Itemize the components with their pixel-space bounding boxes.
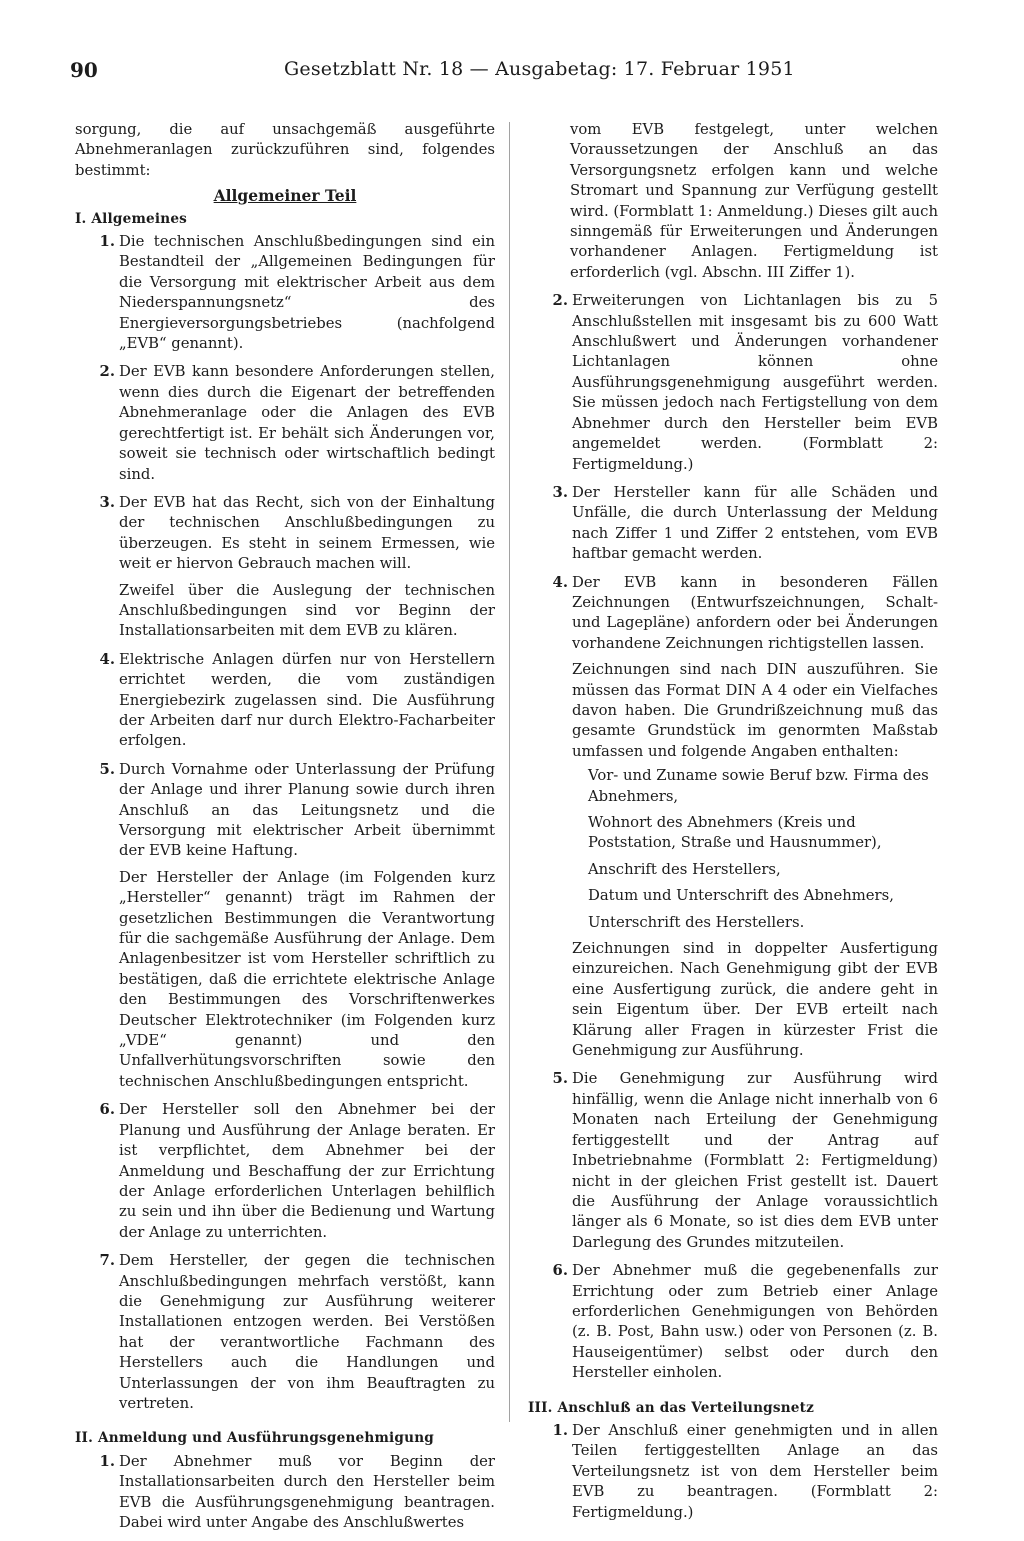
list-item — [528, 1261, 938, 1383]
item-number: 1. — [99, 1452, 115, 1470]
item-text: Dem Hersteller, der gegen die technischen Anschlußbedingungen mehrfach verstößt, kann die Genehmigung zur Ausführung weiterer Installationen entzogen werden. Bei Verstößen hat der verantwortliche Fachmann des Herstellers auch die Handlungen und Unterlassungen der von ihm Beauftragten zu vertreten. — [119, 1252, 495, 1412]
item-number: 1. — [99, 233, 115, 251]
list-item — [75, 760, 495, 1093]
item-number: 6. — [99, 1101, 115, 1119]
section-heading-allgemeines: I. Allgemeines — [75, 210, 188, 227]
section-heading-anmeldung: II. Anmeldung und Ausführungsgenehmigung — [75, 1430, 435, 1447]
item-text: Der Abnehmer muß die gegebenenfalls zur Errichtung oder zum Betrieb einer Anlage erforderlichen Genehmigungen von Behörden (z. B. Post, Bahn usw.) oder von Personen (z. B. Hauseigentümer) selbst oder durch den Hersteller einholen. — [572, 1262, 938, 1382]
list-item — [75, 1452, 495, 1534]
item-text: Der Hersteller soll den Abnehmer bei der Planung und Ausführung der Anlage beraten. Er ist verpflichtet, dem Abnehmer bei der Anmeldung und Beschaffung der zur Errichtung der Anlage erforderlichen Unterlagen behilflich zu sein und ihn über die Bedienung und Wartung der Anlage zu unterrichten. — [119, 1101, 495, 1241]
list-item — [75, 1251, 495, 1414]
list-item — [528, 1421, 938, 1523]
item-text: Die Genehmigung zur Ausführung wird hinfällig, wenn die Anlage nicht innerhalb von 6 Monaten nach Erteilung der Genehmigung fertiggestellt und der Antrag auf Inbetriebnahme (Formblatt 2: Fertigmeldung) nicht in der gleichen Frist gestellt ist. Dauert die Ausführung der Anlage voraussichtlich länger als 6 Monate, so ist dies dem EVB unter Darlegung des Grundes mitzuteilen. — [572, 1070, 938, 1251]
list-item — [528, 1069, 938, 1253]
running-title: Gesetzblatt Nr. 18 — Ausgabetag: 17. Februar 1951 — [284, 58, 795, 80]
item-number: 3. — [552, 483, 568, 501]
required-detail: Wohnort des Abnehmers (Kreis und Poststation, Straße und Hausnummer), — [588, 814, 882, 852]
item-number: 2. — [552, 292, 568, 310]
right-column — [528, 120, 938, 1531]
item-number: 4. — [552, 573, 568, 591]
item-number: 2. — [99, 363, 115, 381]
item-text-continued: Zeichnungen sind in doppelter Ausfertigung einzureichen. Nach Genehmigung gibt der EVB eine Ausfertigung zurück, die andere geht in sein Eigentum über. Der EVB erteilt nach Klärung aller Fragen in kürzester Frist die Genehmigung zur Ausführung. — [572, 940, 938, 1060]
continued-paragraph: vom EVB festgelegt, unter welchen Voraussetzungen der Anschluß an das Versorgungsnetz erfolgen kann und welche Stromart und Spannung zur Verfügung gestellt wird. (Formblatt 1: Anmeldung.) Dieses gilt auch sinngemäß für Erweiterungen und Änderungen vorhandener Anlagen. Fertigmeldung ist erforderlich (vgl. Abschn. III Ziffer 1). — [570, 121, 938, 281]
item-number: 7. — [99, 1252, 115, 1270]
required-detail: Vor- und Zuname sowie Beruf bzw. Firma des Abnehmers, — [588, 767, 929, 805]
item-number: 1. — [552, 1421, 568, 1439]
item-number: 5. — [99, 760, 115, 778]
item-number: 3. — [99, 493, 115, 511]
page-number: 90 — [70, 58, 98, 82]
intro-paragraph: sorgung, die auf unsachgemäß ausgeführte Abnehmeranlagen zurückzuführen sind, folgendes bestimmt: — [75, 121, 495, 179]
column-divider — [509, 122, 510, 1422]
item-text-continued: Der Hersteller der Anlage (im Folgenden kurz „Hersteller“ genannt) trägt im Rahmen der gesetzlichen Bestimmungen die Verantwortung für die sachgemäße Ausführung der Anlage. Dem Anlagenbesitzer ist vom Hersteller schriftlich zu bestätigen, daß die errichtete elektrische Anlage den Bestimmungen des Vorschriftenwerkes Deutscher Elektrotechniker (im Folgenden kurz „VDE“ genannt) und den Unfallverhütungsvorschriften sowie den technischen Anschlußbedingungen entspricht. — [119, 868, 495, 1090]
required-detail: Anschrift des Herstellers, — [588, 860, 781, 878]
required-details-list — [588, 766, 938, 933]
item-text: Der EVB kann besondere Anforderungen stellen, wenn dies durch die Eigenart der betreffenden Abnehmeranlage oder die Anlagen des EVB gerechtfertigt ist. Er behält sich Änderungen vor, soweit sie technisch oder wirtschaftlich bedingt sind. — [119, 363, 495, 483]
list-item — [75, 650, 495, 752]
item-text: Elektrische Anlagen dürfen nur von Herstellern errichtet werden, die vom zuständigen Energiebezirk zugelassen sind. Die Ausführung der Arbeiten darf nur durch Elektro-Facharbeiter erfolgen. — [119, 650, 495, 750]
item-number: 4. — [99, 650, 115, 668]
required-detail: Datum und Unterschrift des Abnehmers, — [588, 887, 894, 905]
item-text: Der EVB kann in besonderen Fällen Zeichnungen (Entwurfszeichnungen, Schalt- und Lagepläne) anfordern oder bei Änderungen vorhandene Zeichnungen richtigstellen lassen. — [572, 573, 938, 652]
item-text: Der Anschluß einer genehmigten und in allen Teilen fertiggestellten Anlage an das Verteilungsnetz ist von dem Hersteller beim EVB zu beantragen. (Formblatt 2: Fertigmeldung.) — [572, 1421, 938, 1521]
item-text: Durch Vornahme oder Unterlassung der Prüfung der Anlage und ihrer Planung sowie durch ihren Anschluß an das Leitungsnetz und die Versorgung mit elektrischer Arbeit übernimmt der EVB keine Haftung. — [119, 760, 495, 860]
list-item — [75, 362, 495, 484]
item-text: Erweiterungen von Lichtanlagen bis zu 5 Anschlußstellen mit insgesamt bis zu 600 Watt Anschlußwert und Änderungen vorhandener Lichtanlagen können ohne Ausführungsgenehmigung ausgeführt werden. Sie müssen jedoch nach Fertigstellung von dem Abnehmer durch den Hersteller beim EVB angemeldet werden. (Formblatt 2: Fertigmeldung.) — [572, 292, 938, 473]
list-item — [75, 232, 495, 354]
list-item — [528, 291, 938, 475]
item-text: Der EVB hat das Recht, sich von der Einhaltung der technischen Anschlußbedingungen zu überzeugen. Es steht in seinem Ermessen, wie weit er hiervon Gebrauch machen will. — [119, 493, 495, 573]
item-text: Die technischen Anschlußbedingungen sind ein Bestandteil der „Allgemeinen Bedingungen für die Versorgung mit elektrischer Arbeit aus dem Niederspannungsnetz“ des Energieversorgungsbetriebes (nachfolgend „EVB“ genannt). — [119, 233, 495, 353]
part-heading: Allgemeiner Teil — [213, 186, 357, 206]
item-text-continued: Zeichnungen sind nach DIN auszuführen. Sie müssen das Format DIN A 4 oder ein Vielfaches davon haben. Die Grundrißzeichnung muß das gesamte Grundstück im genormten Maßstab umfassen und folgende Angaben enthalten: — [572, 661, 938, 760]
item-number: 6. — [552, 1262, 568, 1280]
item-text: Der Abnehmer muß vor Beginn der Installationsarbeiten durch den Hersteller beim EVB die Ausführungsgenehmigung beantragen. Dabei wird unter Angabe des Anschlußwertes — [119, 1452, 495, 1531]
list-item — [75, 1100, 495, 1243]
left-column — [75, 120, 495, 1541]
item-text-continued: Zweifel über die Auslegung der technischen Anschlußbedingungen sind vor Beginn der Installationsarbeiten mit dem EVB zu klären. — [119, 581, 495, 640]
list-item — [528, 483, 938, 565]
item-number: 5. — [552, 1070, 568, 1088]
section-heading-anschluss: III. Anschluß an das Verteilungsnetz — [528, 1399, 815, 1416]
item-text: Der Hersteller kann für alle Schäden und Unfälle, die durch Unterlassung der Meldung nach Ziffer 1 und Ziffer 2 entstehen, vom EVB haftbar gemacht werden. — [572, 483, 938, 563]
page-header — [64, 58, 964, 88]
list-item — [75, 493, 495, 642]
list-item — [528, 573, 938, 1062]
required-detail: Unterschrift des Herstellers. — [588, 913, 805, 931]
